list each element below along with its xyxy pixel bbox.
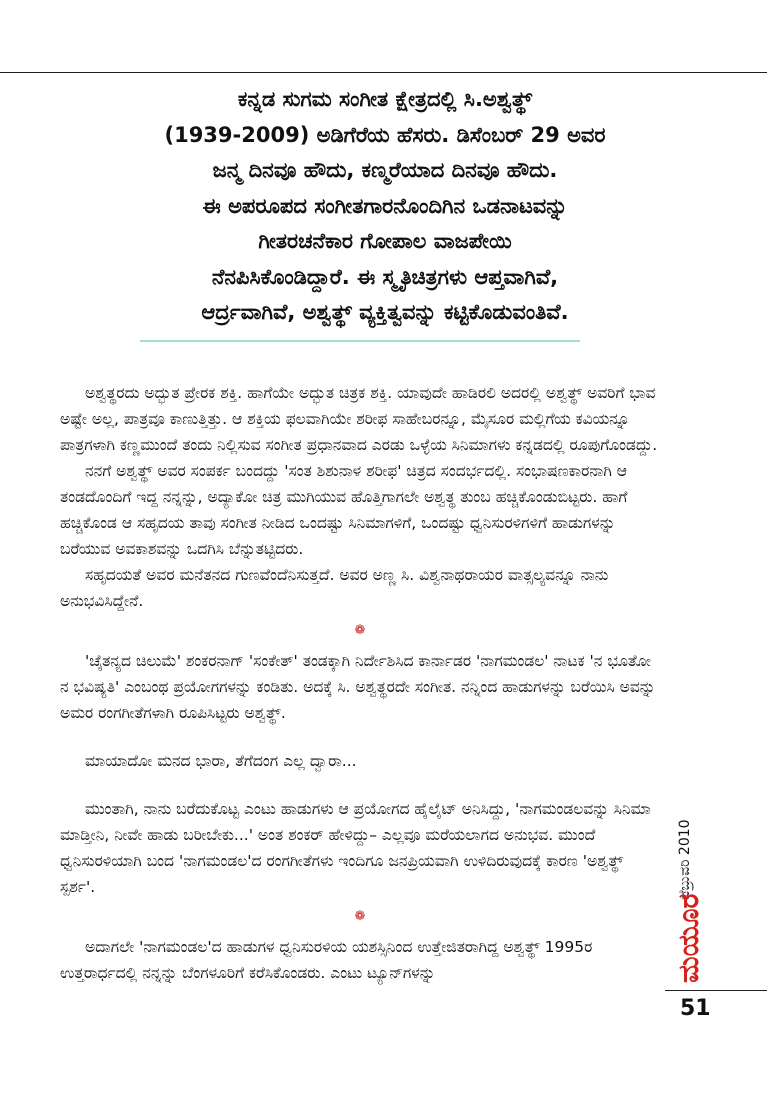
intro-line	[60, 224, 710, 260]
page-number: 51	[680, 996, 711, 1021]
paragraph: ಅಶ್ವತ್ಥರದು ಅದ್ಭುತ ಪ್ರೇರಕ ಶಕ್ತಿ. ಹಾಗೆಯೇ ಅದ್ಭುತ ಚಿತ್ರಕ ಶಕ್ತಿ. ಯಾವುದೇ ಹಾಡಿರಲಿ ಅದರಲ್ಲಿ ಅಶ್ವತ್ಥ್ ಅವರಿಗೆ ಭಾವ ಅಷ್ಟೇ ಅಲ್ಲ, ಪಾತ್ರವೂ ಕಾಣುತ್ತಿತ್ತು. ಆ ಶಕ್ತಿಯ ಫಲವಾಗಿಯೇ ಶರೀಫ ಸಾಹೇಬರನ್ನೂ, ಮೈಸೂರ ಮಲ್ಲಿಗೆಯ ಕವಿಯನ್ನೂ ಪಾತ್ರಗಳಾಗಿ ಕಣ್ಣಮುಂದೆ ತಂದು ನಿಲ್ಲಿಸುವ ಸಂಗೀತ ಪ್ರಧಾನವಾದ ಎರಡು ಒಳ್ಳೆಯ ಸಿನಿಮಾಗಳು ಕನ್ನಡದಲ್ಲಿ ರೂಪುಗೊಂಡದ್ದು.	[60, 384, 658, 454]
intro-line: ಈ ಅಪರೂಪದ ಸಂಗೀತಗಾರನೊಂದಿಗಿನ ಒಡನಾಟವನ್ನು	[202, 193, 568, 218]
paragraph: ಸಹೃದಯತೆ ಅವರ ಮನೆತನದ ಗುಣವೆಂದೆನಿಸುತ್ತದೆ. ಅವರ ಅಣ್ಣ ಸಿ. ವಿಶ್ವನಾಥರಾಯರ ವಾತ್ಸಲ್ಯವನ್ನೂ ನಾನು ಅನುಭವಿಸಿದ್ದೇನೆ.	[60, 566, 609, 610]
intro-line: (1939-2009) ಅಡಿಗೆರೆಯ ಹೆಸರು. ಡಿಸೆಂಬರ್ 29 ಅವರ	[164, 122, 606, 147]
intro-line: ಆರ್ದ್ರವಾಗಿವೆ, ಅಶ್ವತ್ಥ್ ವ್ಯಕ್ತಿತ್ವವನ್ನು ಕಟ್ಟಿಕೊಡುವಂತಿವೆ.	[201, 300, 569, 324]
paragraph: ಮುಂತಾಗಿ, ನಾನು ಬರೆದುಕೊಟ್ಟ ಎಂಟು ಹಾಡುಗಳು ಆ ಪ್ರಯೋಗದ ಹೈಲೈಟ್ ಅನಿಸಿದ್ದು, 'ನಾಗಮಂಡಲವನ್ನು ಸಿನಿಮಾ ಮಾಡ್ತೀನಿ, ನೀವೇ ಹಾಡು ಬರೀಬೇಕು...' ಅಂತ ಶಂಕರ್ ಹೇಳಿದ್ದು– ಎಲ್ಲವೂ ಮರೆಯಲಾಗದ ಅನುಭವ. ಮುಂದೆ ಧ್ವನಿಸುರಳಿಯಾಗಿ ಬಂದ 'ನಾಗಮಂಡಲ'ದ ರಂಗಗೀತೆಗಳು ಇಂದಿಗೂ ಜನಪ್ರಿಯವಾಗಿ ಉಳಿದಿರುವುದಕ್ಕೆ ಕಾರಣ 'ಅಶ್ವತ್ಥ್ ಸ್ಪರ್ಶ'.	[60, 800, 651, 896]
intro-text: ಗೀತರಚನೆಕಾರ	[258, 229, 361, 253]
magazine-name-text: ಮಯೂರ	[672, 893, 705, 983]
song-line: ಮಾಯಾದೋ ಮನದ ಭಾರಾ, ತೆಗೆದಂಗ ಎಲ್ಲ ದ್ವಾರಾ...	[85, 752, 357, 770]
top-rule	[0, 72, 767, 73]
issue-date-text: ಫೆಬ್ರುವರಿ 2010	[677, 819, 693, 900]
article-body	[60, 380, 660, 986]
paragraph: ಅದಾಗಲೇ 'ನಾಗಮಂಡಲ'ದ ಹಾಡುಗಳ ಧ್ವನಿಸುರಳಿಯ ಯಶಸ್ಸಿನಿಂದ ಉತ್ತೇಜಿತರಾಗಿದ್ದ ಅಶ್ವತ್ಥ್ 1995ರ ಉತ್ತರಾರ್ಧದಲ್ಲಿ ನನ್ನನ್ನು ಬೆಂಗಳೂರಿಗೆ ಕರೆಸಿಕೊಂಡರು. ಎಂಟು ಟ್ಯೂನ್‌ಗಳನ್ನು	[60, 938, 593, 982]
intro-line: ನೆನಪಿಸಿಕೊಂಡಿದ್ದಾರೆ. ಈ ಸ್ಮೃತಿಚಿತ್ರಗಳು ಆಪ್ತವಾಗಿವೆ,	[211, 264, 559, 289]
page-rule	[665, 990, 767, 991]
paragraph: 'ಚೈತನ್ಯದ ಚಿಲುಮೆ' ಶಂಕರನಾಗ್ 'ಸಂಕೇತ್' ತಂಡಕ್ಕಾಗಿ ನಿರ್ದೇಶಿಸಿದ ಕಾರ್ನಾಡರ 'ನಾಗಮಂಡಲ' ನಾಟಕ 'ನ ಭೂತೋ ನ ಭವಿಷ್ಯತಿ' ಎಂಬಂಥ ಪ್ರಯೋಗಗಳನ್ನು ಕಂಡಿತು. ಅದಕ್ಕೆ ಸಿ. ಅಶ್ವತ್ಥರದೇ ಸಂಗೀತ. ನನ್ನಿಂದ ಹಾಡುಗಳನ್ನು ಬರೆಯಿಸಿ ಅವನ್ನು ಅಮರ ರಂಗಗೀತೆಗಳಾಗಿ ರೂಪಿಸಿಟ್ಟರು ಅಶ್ವತ್ಥ್.	[60, 652, 656, 722]
paragraph: ನನಗೆ ಅಶ್ವತ್ಥ್ ಅವರ ಸಂಪರ್ಕ ಬಂದದ್ದು 'ಸಂತ ಶಿಶುನಾಳ ಶರೀಫ' ಚಿತ್ರದ ಸಂದರ್ಭದಲ್ಲಿ. ಸಂಭಾಷಣಕಾರನಾಗಿ ಆ ತಂಡದೊಂದಿಗೆ ಇದ್ದ ನನ್ನನ್ನು, ಅದ್ಯಾಕೋ ಚಿತ್ರ ಮುಗಿಯುವ ಹೊತ್ತಿಗಾಗಲೇ ಅಶ್ವತ್ಥ ತುಂಬ ಹಚ್ಚಿಕೊಂಡುಬಿಟ್ಟರು. ಹಾಗೆ ಹಚ್ಚಿಕೊಂಡ ಆ ಸಹೃದಯ ತಾವು ಸಂಗೀತ ನೀಡಿದ ಒಂದಷ್ಟು ಸಿನಿಮಾಗಳಿಗೆ, ಒಂದಷ್ಟು ಧ್ವನಿಸುರಳಿಗಳಿಗೆ ಹಾಡುಗಳನ್ನು ಬರೆಯುವ ಅವಕಾಶವನ್ನು ಒದಗಿಸಿ ಬೆನ್ನುತಟ್ಟಿದರು.	[60, 462, 628, 558]
ornament-icon: ❁	[354, 623, 366, 638]
magazine-logo	[670, 893, 710, 985]
author-name: ಗೋಪಾಲ ವಾಜಪೇಯಿ	[360, 229, 512, 253]
issue-date	[667, 780, 707, 900]
intro-line: ಕನ್ನಡ ಸುಗಮ ಸಂಗೀತ ಕ್ಷೇತ್ರದಲ್ಲಿ ಸಿ.ಅಶ್ವತ್ಥ್	[237, 87, 533, 111]
intro-blurb	[60, 82, 710, 331]
separator-line	[140, 340, 580, 342]
ornament-icon: ❁	[354, 909, 366, 924]
intro-line: ಜನ್ಮ ದಿನವೂ ಹೌದು, ಕಣ್ಮರೆಯಾದ ದಿನವೂ ಹೌದು.	[212, 158, 558, 182]
